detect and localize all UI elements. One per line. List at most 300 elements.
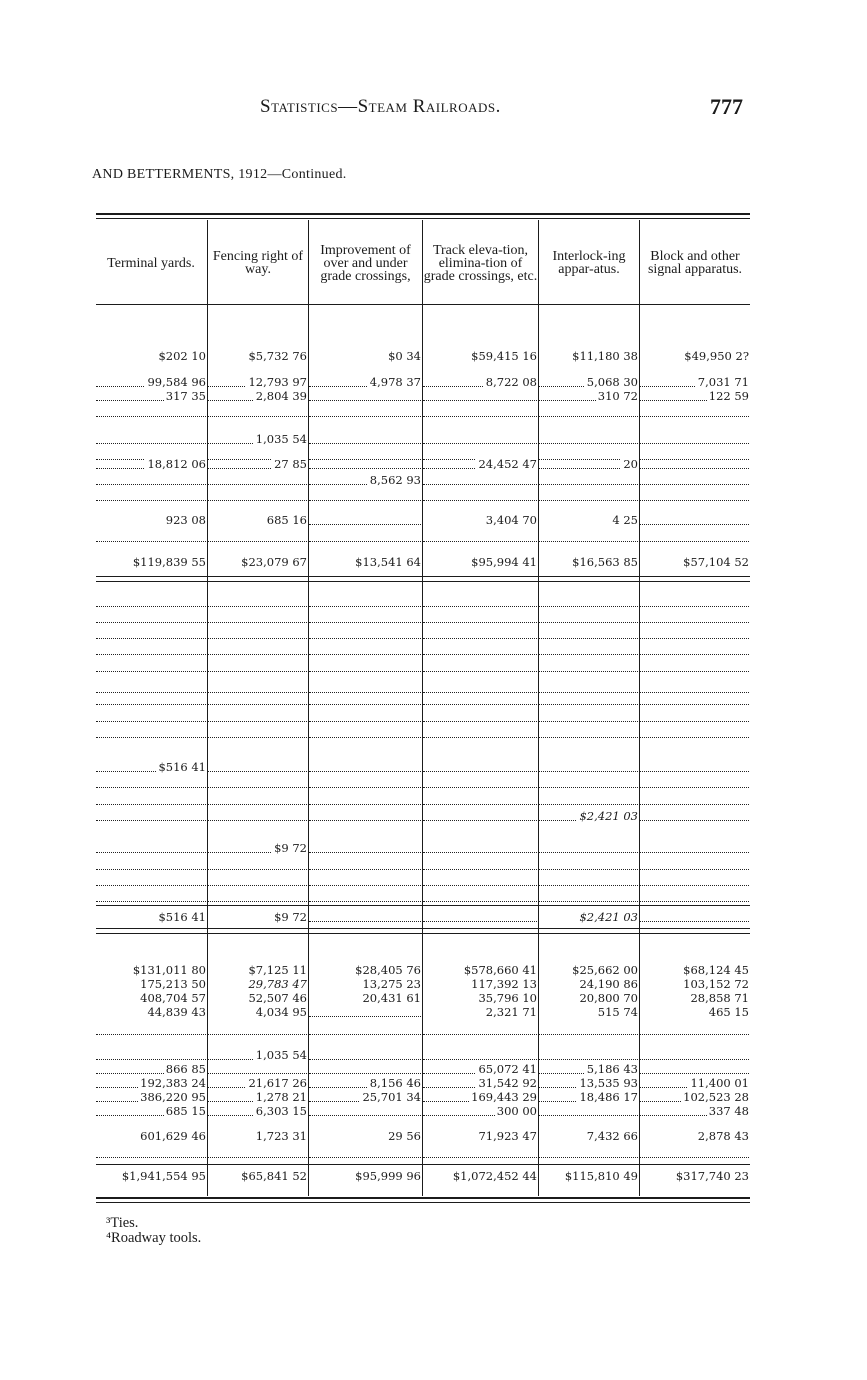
table-subtitle: AND BETTERMENTS, 1912—Continued. <box>92 167 347 182</box>
table-cell: $95,994 41 <box>471 555 537 569</box>
table-cell <box>640 513 749 525</box>
table-row <box>96 726 750 741</box>
table-cell <box>423 910 537 922</box>
table-cell <box>423 681 537 693</box>
table-cell <box>96 530 206 542</box>
table-cell <box>423 660 537 672</box>
table-cell <box>539 841 638 853</box>
table-cell <box>423 858 537 870</box>
table-cell <box>309 760 421 772</box>
table-cell: 337 48 <box>640 1104 749 1119</box>
table-cell: 685 16 <box>266 513 307 527</box>
column-header-interlocking: Interlock-ing appar-atus. <box>552 249 626 277</box>
table-row <box>96 457 750 472</box>
table-row <box>96 963 750 978</box>
table-cell: 7,432 66 <box>586 1129 638 1143</box>
table-cell <box>208 793 307 805</box>
table-cell <box>423 389 537 401</box>
table-cell <box>96 489 206 501</box>
table-cell: $49,950 2? <box>684 349 749 363</box>
table-cell: $25,662 00 <box>572 963 638 977</box>
table-cell <box>539 627 638 639</box>
table-cell: 8,722 08 <box>423 375 537 390</box>
column-header-track-elevation: Track eleva-tion, elimina-tion of grade crossings, etc. <box>423 242 538 284</box>
table-row <box>96 1076 750 1091</box>
table-cell: $202 10 <box>158 349 206 363</box>
table-cell: 102,523 28 <box>640 1090 749 1105</box>
table-cell: 685 15 <box>96 1104 206 1119</box>
table-cell <box>539 710 638 722</box>
table-cell: 1,035 54 <box>208 432 307 447</box>
table-bottom-rule <box>96 1197 750 1199</box>
table-cell <box>309 1048 421 1060</box>
table-row <box>96 809 750 824</box>
column-header-block-signal: Block and other signal apparatus. <box>647 249 743 277</box>
table-cell <box>539 1023 638 1035</box>
table-cell <box>423 710 537 722</box>
table-cell: 29 56 <box>388 1129 421 1143</box>
table-cell <box>309 681 421 693</box>
table-cell: 122 59 <box>640 389 749 404</box>
table-cell <box>640 611 749 623</box>
table-cell: $9 72 <box>274 910 307 924</box>
table-cell <box>309 595 421 607</box>
table-cell <box>208 726 307 738</box>
table-cell <box>539 890 638 902</box>
table-cell: 44,839 43 <box>147 1005 206 1019</box>
table-cell: 175,213 50 <box>140 977 206 991</box>
table-cell: $1,941,554 95 <box>121 1169 206 1183</box>
table-cell: 13,535 93 <box>539 1076 638 1091</box>
table-cell <box>96 473 206 485</box>
table-cell <box>640 760 749 772</box>
table-row <box>96 473 750 488</box>
table-cell <box>309 710 421 722</box>
table-row <box>96 349 750 364</box>
column-header-grade-crossings: Improvement of over and under grade crossings, <box>320 242 411 284</box>
table-cell: 601,629 46 <box>140 1129 206 1143</box>
table-cell: 1,723 31 <box>255 1129 307 1143</box>
table-cell: 11,400 01 <box>640 1076 749 1091</box>
table-cell: $317,740 23 <box>675 1169 749 1183</box>
table-cell <box>423 874 537 886</box>
table-row <box>96 389 750 404</box>
table-cell <box>208 611 307 623</box>
table-cell <box>539 776 638 788</box>
table-row <box>96 375 750 390</box>
table-cell <box>423 1048 537 1060</box>
table-cell <box>96 890 206 902</box>
table-cell <box>539 1048 638 1060</box>
page-number: 777 <box>710 94 743 119</box>
table-cell <box>423 793 537 805</box>
table-row <box>96 1005 750 1020</box>
table-cell: 866 85 <box>96 1062 206 1077</box>
table-cell <box>640 595 749 607</box>
table-cell: $131,011 80 <box>132 963 206 977</box>
table-cell <box>309 858 421 870</box>
table-cell <box>208 874 307 886</box>
table-cell <box>423 841 537 853</box>
table-cell: 1,035 54 <box>208 1048 307 1063</box>
table-cell <box>539 760 638 772</box>
table-row <box>96 874 750 889</box>
table-cell: 2,804 39 <box>208 389 307 404</box>
table-cell: 300 00 <box>423 1104 537 1119</box>
table-cell: $59,415 16 <box>471 349 537 363</box>
table-cell <box>423 760 537 772</box>
table-cell <box>96 710 206 722</box>
table-cell <box>208 1146 307 1158</box>
page-header-title: Statistics—Steam Railroads. <box>260 96 501 117</box>
table-cell <box>96 595 206 607</box>
table-cell <box>423 1023 537 1035</box>
table-cell <box>96 405 206 417</box>
table-cell <box>539 1146 638 1158</box>
table-top-rule-inner <box>96 218 750 219</box>
table-cell <box>96 643 206 655</box>
table-cell <box>423 643 537 655</box>
table-cell: 4,034 95 <box>255 1005 307 1019</box>
table-cell <box>309 389 421 401</box>
table-cell: $95,999 96 <box>355 1169 421 1183</box>
table-cell: $28,405 76 <box>355 963 421 977</box>
table-cell <box>640 809 749 821</box>
table-row <box>96 841 750 856</box>
table-cell: $1,072,452 44 <box>452 1169 537 1183</box>
table-cell <box>309 1062 421 1074</box>
table-cell <box>640 726 749 738</box>
table-cell <box>539 489 638 501</box>
table-cell <box>208 760 307 772</box>
table-cell <box>309 530 421 542</box>
subtotal-rule <box>96 928 750 929</box>
table-cell <box>309 489 421 501</box>
table-row <box>96 890 750 905</box>
table-cell: 35,796 10 <box>478 991 537 1005</box>
table-cell: 386,220 95 <box>96 1090 206 1105</box>
table-cell: 310 72 <box>539 389 638 404</box>
table-cell: 317 35 <box>96 389 206 404</box>
table-cell <box>640 793 749 805</box>
table-cell <box>208 405 307 417</box>
table-cell: 24,190 86 <box>579 977 638 991</box>
table-cell <box>539 432 638 444</box>
table-cell <box>309 726 421 738</box>
table-cell: 465 15 <box>708 1005 749 1019</box>
table-row <box>96 776 750 791</box>
table-cell <box>640 910 749 922</box>
table-cell <box>640 874 749 886</box>
table-cell: 20,431 61 <box>362 991 421 1005</box>
table-cell <box>539 530 638 542</box>
table-cell <box>309 1146 421 1158</box>
table-cell: $16,563 85 <box>572 555 638 569</box>
table-cell: 169,443 29 <box>423 1090 537 1105</box>
subtotal-rule <box>96 933 750 934</box>
table-cell <box>539 874 638 886</box>
table-cell: 4 25 <box>612 513 638 527</box>
table-cell <box>96 693 206 705</box>
table-cell: 408,704 57 <box>140 991 206 1005</box>
table-cell: 71,923 47 <box>478 1129 537 1143</box>
table-cell <box>640 457 749 469</box>
table-cell <box>309 841 421 853</box>
table-cell <box>539 611 638 623</box>
table-cell <box>96 841 206 853</box>
table-cell: $2,421 03 <box>539 809 638 824</box>
table-cell: 99,584 96 <box>96 375 206 390</box>
table-cell <box>423 432 537 444</box>
table-row <box>96 991 750 1006</box>
subtotal-rule <box>96 576 750 577</box>
footnote: ³Ties. <box>106 1215 139 1231</box>
table-cell: 2,878 43 <box>697 1129 749 1143</box>
table-cell: 5,068 30 <box>539 375 638 390</box>
table-cell <box>309 793 421 805</box>
table-cell <box>309 693 421 705</box>
table-cell <box>539 793 638 805</box>
table-row <box>96 1146 750 1161</box>
table-cell <box>423 693 537 705</box>
table-cell: 117,392 13 <box>471 977 537 991</box>
table-row <box>96 793 750 808</box>
table-cell <box>539 595 638 607</box>
table-cell <box>640 405 749 417</box>
table-row <box>96 910 750 925</box>
table-cell: $115,810 49 <box>564 1169 638 1183</box>
table-cell <box>309 627 421 639</box>
table-cell <box>423 489 537 501</box>
table-cell <box>423 595 537 607</box>
table-cell: 2,321 71 <box>485 1005 537 1019</box>
table-cell: 20 <box>539 457 638 472</box>
table-row <box>96 513 750 528</box>
table-cell <box>640 1048 749 1060</box>
table-cell <box>309 776 421 788</box>
table-cell <box>423 809 537 821</box>
table-cell <box>96 681 206 693</box>
table-cell <box>309 874 421 886</box>
table-cell: 13,275 23 <box>362 977 421 991</box>
table-cell: 18,812 06 <box>96 457 206 472</box>
table-row <box>96 627 750 642</box>
table-cell: 65,072 41 <box>423 1062 537 1077</box>
table-row <box>96 1104 750 1119</box>
table-cell: 8,156 46 <box>309 1076 421 1091</box>
table-row <box>96 643 750 658</box>
table-cell <box>96 1048 206 1060</box>
table-cell: $13,541 64 <box>355 555 421 569</box>
table-cell <box>539 405 638 417</box>
table-cell: 20,800 70 <box>579 991 638 1005</box>
table-row <box>96 611 750 626</box>
table-cell <box>208 681 307 693</box>
table-cell <box>96 627 206 639</box>
table-cell <box>96 1146 206 1158</box>
header-bottom-rule <box>96 304 750 305</box>
table-cell <box>309 660 421 672</box>
table-cell: $68,124 45 <box>683 963 749 977</box>
table-cell <box>640 660 749 672</box>
total-rule <box>96 1164 750 1165</box>
table-cell: 25,701 34 <box>309 1090 421 1105</box>
table-cell <box>309 611 421 623</box>
column-header-fencing: Fencing right of way. <box>212 249 304 277</box>
table-cell: $11,180 38 <box>572 349 638 363</box>
table-cell <box>309 457 421 469</box>
table-cell: 192,383 24 <box>96 1076 206 1091</box>
table-cell <box>309 809 421 821</box>
table-cell <box>208 595 307 607</box>
table-cell <box>208 693 307 705</box>
table-cell <box>539 1104 638 1116</box>
table-cell <box>96 858 206 870</box>
statistics-table <box>96 213 750 1203</box>
table-cell <box>208 627 307 639</box>
table-cell: 18,486 17 <box>539 1090 638 1105</box>
table-cell: 515 74 <box>597 1005 638 1019</box>
table-cell <box>640 473 749 485</box>
table-cell <box>96 660 206 672</box>
table-cell <box>309 1005 421 1017</box>
table-top-rule <box>96 213 750 215</box>
table-cell: 29,783 47 <box>248 977 307 991</box>
table-cell <box>539 643 638 655</box>
table-cell <box>208 809 307 821</box>
table-cell <box>640 776 749 788</box>
table-cell <box>208 890 307 902</box>
table-cell: 103,152 72 <box>683 977 749 991</box>
table-cell <box>309 910 421 922</box>
table-cell <box>96 793 206 805</box>
table-cell: $2,421 03 <box>579 910 638 924</box>
table-row <box>96 555 750 570</box>
table-cell <box>423 890 537 902</box>
table-row <box>96 1048 750 1063</box>
table-cell: 31,542 92 <box>423 1076 537 1091</box>
table-row <box>96 1023 750 1038</box>
table-cell <box>423 1146 537 1158</box>
table-cell <box>208 530 307 542</box>
table-cell <box>96 809 206 821</box>
table-cell: 4,978 37 <box>309 375 421 390</box>
table-cell <box>640 693 749 705</box>
table-cell: $65,841 52 <box>241 1169 307 1183</box>
table-cell <box>96 1023 206 1035</box>
table-cell: 5,186 43 <box>539 1062 638 1077</box>
table-cell <box>640 627 749 639</box>
table-row <box>96 489 750 504</box>
table-row <box>96 432 750 447</box>
table-bottom-rule-inner <box>96 1202 750 1203</box>
table-cell <box>208 858 307 870</box>
table-cell <box>640 841 749 853</box>
table-row <box>96 858 750 873</box>
table-cell <box>309 1104 421 1116</box>
table-cell <box>309 432 421 444</box>
table-cell <box>423 776 537 788</box>
table-row <box>96 1062 750 1077</box>
table-cell: $516 41 <box>96 760 206 775</box>
table-cell <box>208 776 307 788</box>
table-cell <box>539 693 638 705</box>
table-row <box>96 1169 750 1184</box>
column-header-terminal-yards: Terminal yards. <box>107 255 195 271</box>
table-cell <box>640 710 749 722</box>
table-cell <box>640 681 749 693</box>
table-row <box>96 1129 750 1144</box>
table-cell: 7,031 71 <box>640 375 749 390</box>
table-cell <box>309 405 421 417</box>
table-cell <box>640 1023 749 1035</box>
table-cell: $119,839 55 <box>132 555 206 569</box>
table-cell <box>640 1146 749 1158</box>
table-cell <box>539 473 638 485</box>
table-row <box>96 977 750 992</box>
table-row <box>96 760 750 775</box>
table-cell <box>640 643 749 655</box>
table-cell <box>640 530 749 542</box>
table-row <box>96 595 750 610</box>
footnote: ⁴Roadway tools. <box>106 1230 202 1246</box>
table-cell <box>96 726 206 738</box>
table-cell <box>539 660 638 672</box>
table-row <box>96 1090 750 1105</box>
table-cell <box>208 1062 307 1074</box>
table-cell: 923 08 <box>165 513 206 527</box>
table-cell <box>423 405 537 417</box>
table-cell <box>640 1062 749 1074</box>
table-row <box>96 530 750 545</box>
table-cell <box>96 874 206 886</box>
table-cell: $23,079 67 <box>241 555 307 569</box>
table-cell: 21,617 26 <box>208 1076 307 1091</box>
table-cell <box>208 489 307 501</box>
table-cell <box>96 776 206 788</box>
table-cell <box>640 432 749 444</box>
table-cell: $5,732 76 <box>248 349 307 363</box>
table-cell <box>423 473 537 485</box>
table-cell <box>309 643 421 655</box>
table-cell: $57,104 52 <box>683 555 749 569</box>
table-cell: 1,278 21 <box>208 1090 307 1105</box>
table-row <box>96 405 750 420</box>
table-cell <box>640 858 749 870</box>
table-cell: $0 34 <box>388 349 421 363</box>
table-cell <box>423 611 537 623</box>
table-cell: 52,507 46 <box>248 991 307 1005</box>
table-cell: $9 72 <box>208 841 307 856</box>
subtotal-rule <box>96 905 750 906</box>
table-cell <box>539 681 638 693</box>
table-cell <box>96 432 206 444</box>
table-cell <box>423 726 537 738</box>
table-cell: 27 85 <box>208 457 307 472</box>
table-cell: 3,404 70 <box>485 513 537 527</box>
table-cell <box>309 513 421 525</box>
subtotal-rule <box>96 581 750 582</box>
table-cell <box>208 473 307 485</box>
table-cell <box>640 890 749 902</box>
table-cell <box>96 611 206 623</box>
table-row <box>96 660 750 675</box>
table-cell <box>423 530 537 542</box>
table-row <box>96 710 750 725</box>
table-cell <box>208 710 307 722</box>
table-cell: $7,125 11 <box>248 963 307 977</box>
table-cell <box>208 660 307 672</box>
